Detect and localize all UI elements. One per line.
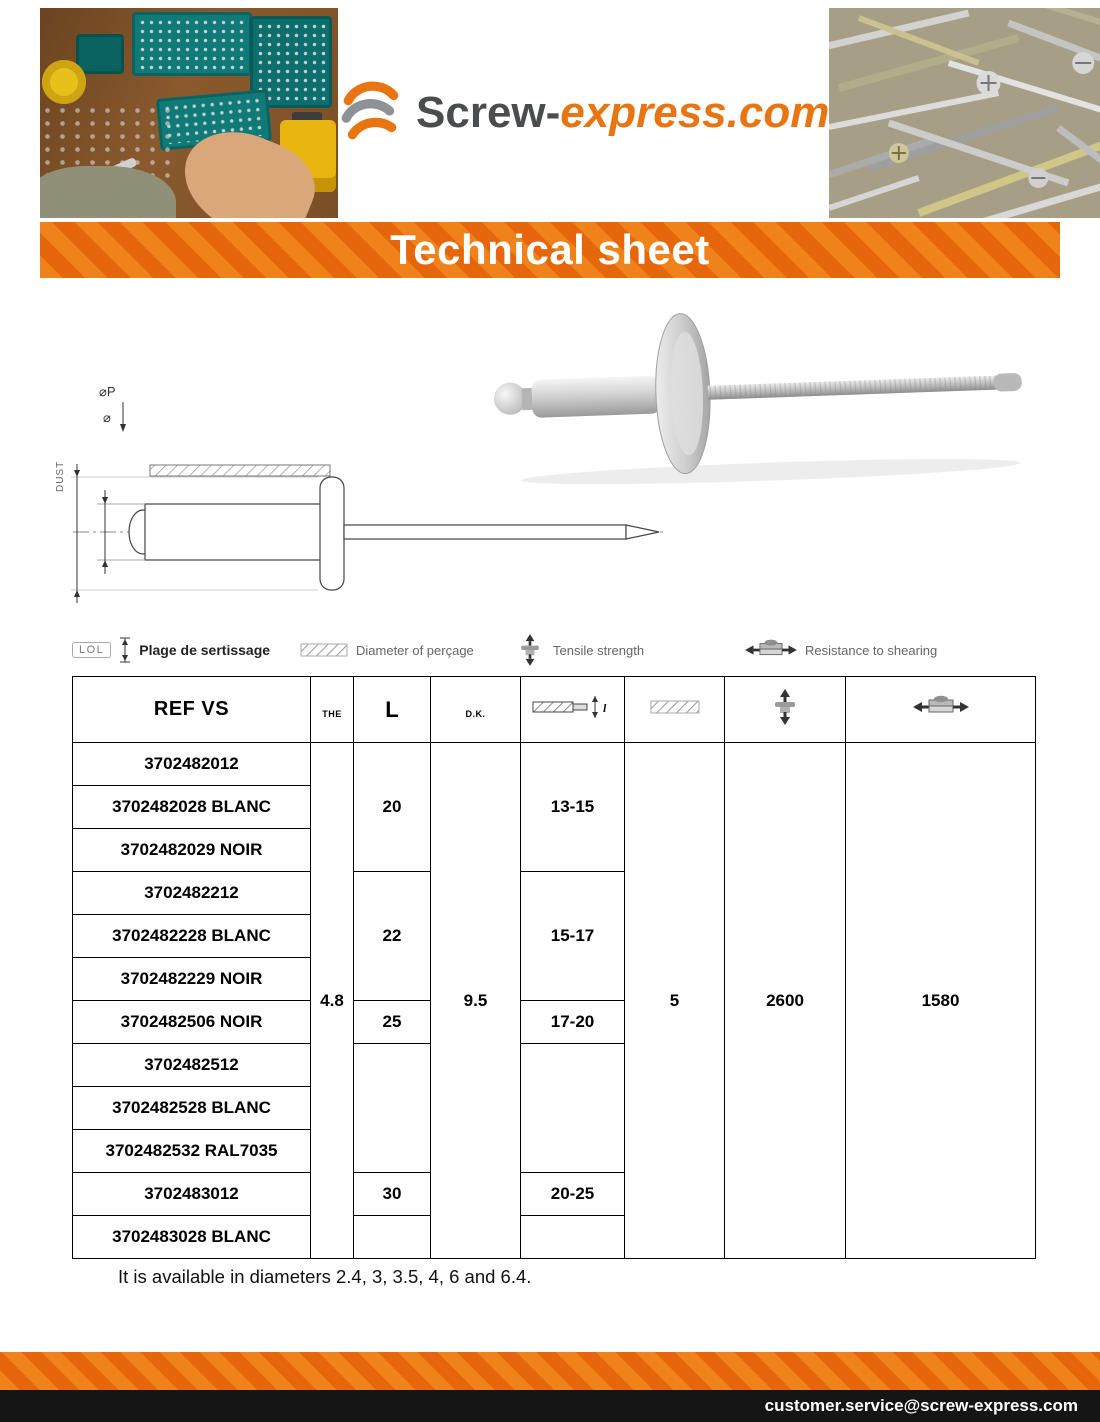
- legend-label-shear: Resistance to shearing: [805, 642, 938, 658]
- col-header-l: L: [354, 677, 431, 743]
- ref-cell: 3702483028 BLANC: [73, 1216, 311, 1259]
- ref-cell: 3702482212: [73, 872, 311, 915]
- rivet-drawing-art: [55, 372, 675, 624]
- l-value: 25: [354, 1001, 431, 1044]
- ref-cell: 3702482532 RAL7035: [73, 1130, 311, 1173]
- ref-cell: 3702482012: [73, 743, 311, 786]
- grip-range-value: 15-17: [521, 872, 625, 1001]
- ref-cell: 3702482229 NOIR: [73, 958, 311, 1001]
- availability-note: It is available in diameters 2.4, 3, 3.5, 4, 6 and 6.4.: [118, 1266, 532, 1287]
- the-value: 4.8: [311, 743, 354, 1259]
- shear-resistance-icon: [745, 638, 797, 662]
- workbench-photo: [40, 8, 338, 218]
- l-value: 30: [354, 1173, 431, 1216]
- drill-diameter-value: 5: [625, 743, 725, 1259]
- legend-label-drill: Diameter of perçage: [356, 642, 474, 658]
- rivet-technical-drawing: [55, 372, 675, 624]
- grip-range-icon: [531, 694, 615, 720]
- col-header-the: THE: [311, 677, 354, 743]
- ref-cell: 3702482029 NOIR: [73, 829, 311, 872]
- screws-pile-art: [829, 8, 1100, 218]
- title-banner: [40, 222, 1060, 278]
- spec-table: [72, 676, 1036, 1259]
- drawing-label-vertical: DUST: [55, 460, 66, 492]
- screws-pile-photo: [829, 8, 1100, 218]
- logo-text-orange: express.com: [560, 88, 830, 137]
- drawing-label-dia: ⌀: [103, 410, 111, 425]
- svg-text:l: l: [602, 701, 606, 715]
- parts-tray: [76, 34, 124, 74]
- footer-stripe-band: [0, 1352, 1100, 1390]
- col-header-ref: REF VS: [73, 677, 311, 743]
- dk-value: 9.5: [431, 743, 521, 1259]
- grip-range-value-empty: [521, 1216, 625, 1259]
- tape-measure: [42, 60, 86, 104]
- l-value-empty: [354, 1044, 431, 1173]
- ref-cell: 3702482512: [73, 1044, 311, 1087]
- col-header-dk: D.K.: [431, 677, 521, 743]
- screws-in-tray: [138, 18, 246, 70]
- grip-range-value: 13-15: [521, 743, 625, 872]
- ref-cell: 3702482228 BLANC: [73, 915, 311, 958]
- col-header-grip-range: [521, 677, 625, 743]
- tensile-strength-value: 2600: [725, 743, 846, 1259]
- shear-resistance-value: 1580: [846, 743, 1036, 1259]
- page-title: Technical sheet: [390, 226, 710, 273]
- page-header: [40, 8, 1060, 218]
- grip-range-value-empty: [521, 1044, 625, 1173]
- legend-label-grip: Plage de sertissage: [139, 642, 271, 658]
- tensile-strength-icon: [515, 634, 545, 666]
- col-header-tensile: [725, 677, 846, 743]
- legend-item-shear: [745, 632, 937, 668]
- tensile-strength-icon: [768, 689, 802, 725]
- grip-length-tag: LOL: [72, 642, 111, 658]
- l-value: 22: [354, 872, 431, 1001]
- legend-row: [72, 632, 1035, 668]
- legend-label-tensile: Tensile strength: [553, 642, 645, 658]
- legend-item-grip: [72, 632, 270, 668]
- drill-diameter-icon: [300, 642, 348, 658]
- shear-resistance-icon: [913, 694, 969, 720]
- logo-icon: [338, 80, 404, 146]
- footer-bar: [0, 1390, 1100, 1422]
- col-header-drill-diameter: [625, 677, 725, 743]
- parts-tray: [132, 12, 252, 76]
- grip-range-value: 20-25: [521, 1173, 625, 1216]
- grip-range-value: 17-20: [521, 1001, 625, 1044]
- drawing-label-dia-p: ⌀P: [99, 384, 116, 399]
- legend-item-tensile: [515, 632, 644, 668]
- logo: [338, 8, 829, 218]
- l-value: 20: [354, 743, 431, 872]
- logo-text: [416, 88, 829, 138]
- drill-diameter-icon: [650, 699, 700, 715]
- table-row: [73, 743, 1036, 786]
- table-header-row: [73, 677, 1036, 743]
- legend-item-drill: [300, 632, 474, 668]
- col-header-shear: [846, 677, 1036, 743]
- ref-cell: 3702482528 BLANC: [73, 1087, 311, 1130]
- ref-cell: 3702483012: [73, 1173, 311, 1216]
- grip-range-icon: [119, 636, 131, 664]
- logo-text-dark: Screw-: [416, 88, 561, 137]
- ref-cell: 3702482028 BLANC: [73, 786, 311, 829]
- ref-cell: 3702482506 NOIR: [73, 1001, 311, 1044]
- l-value-empty: [354, 1216, 431, 1259]
- contact-email: customer.service@screw-express.com: [764, 1396, 1078, 1415]
